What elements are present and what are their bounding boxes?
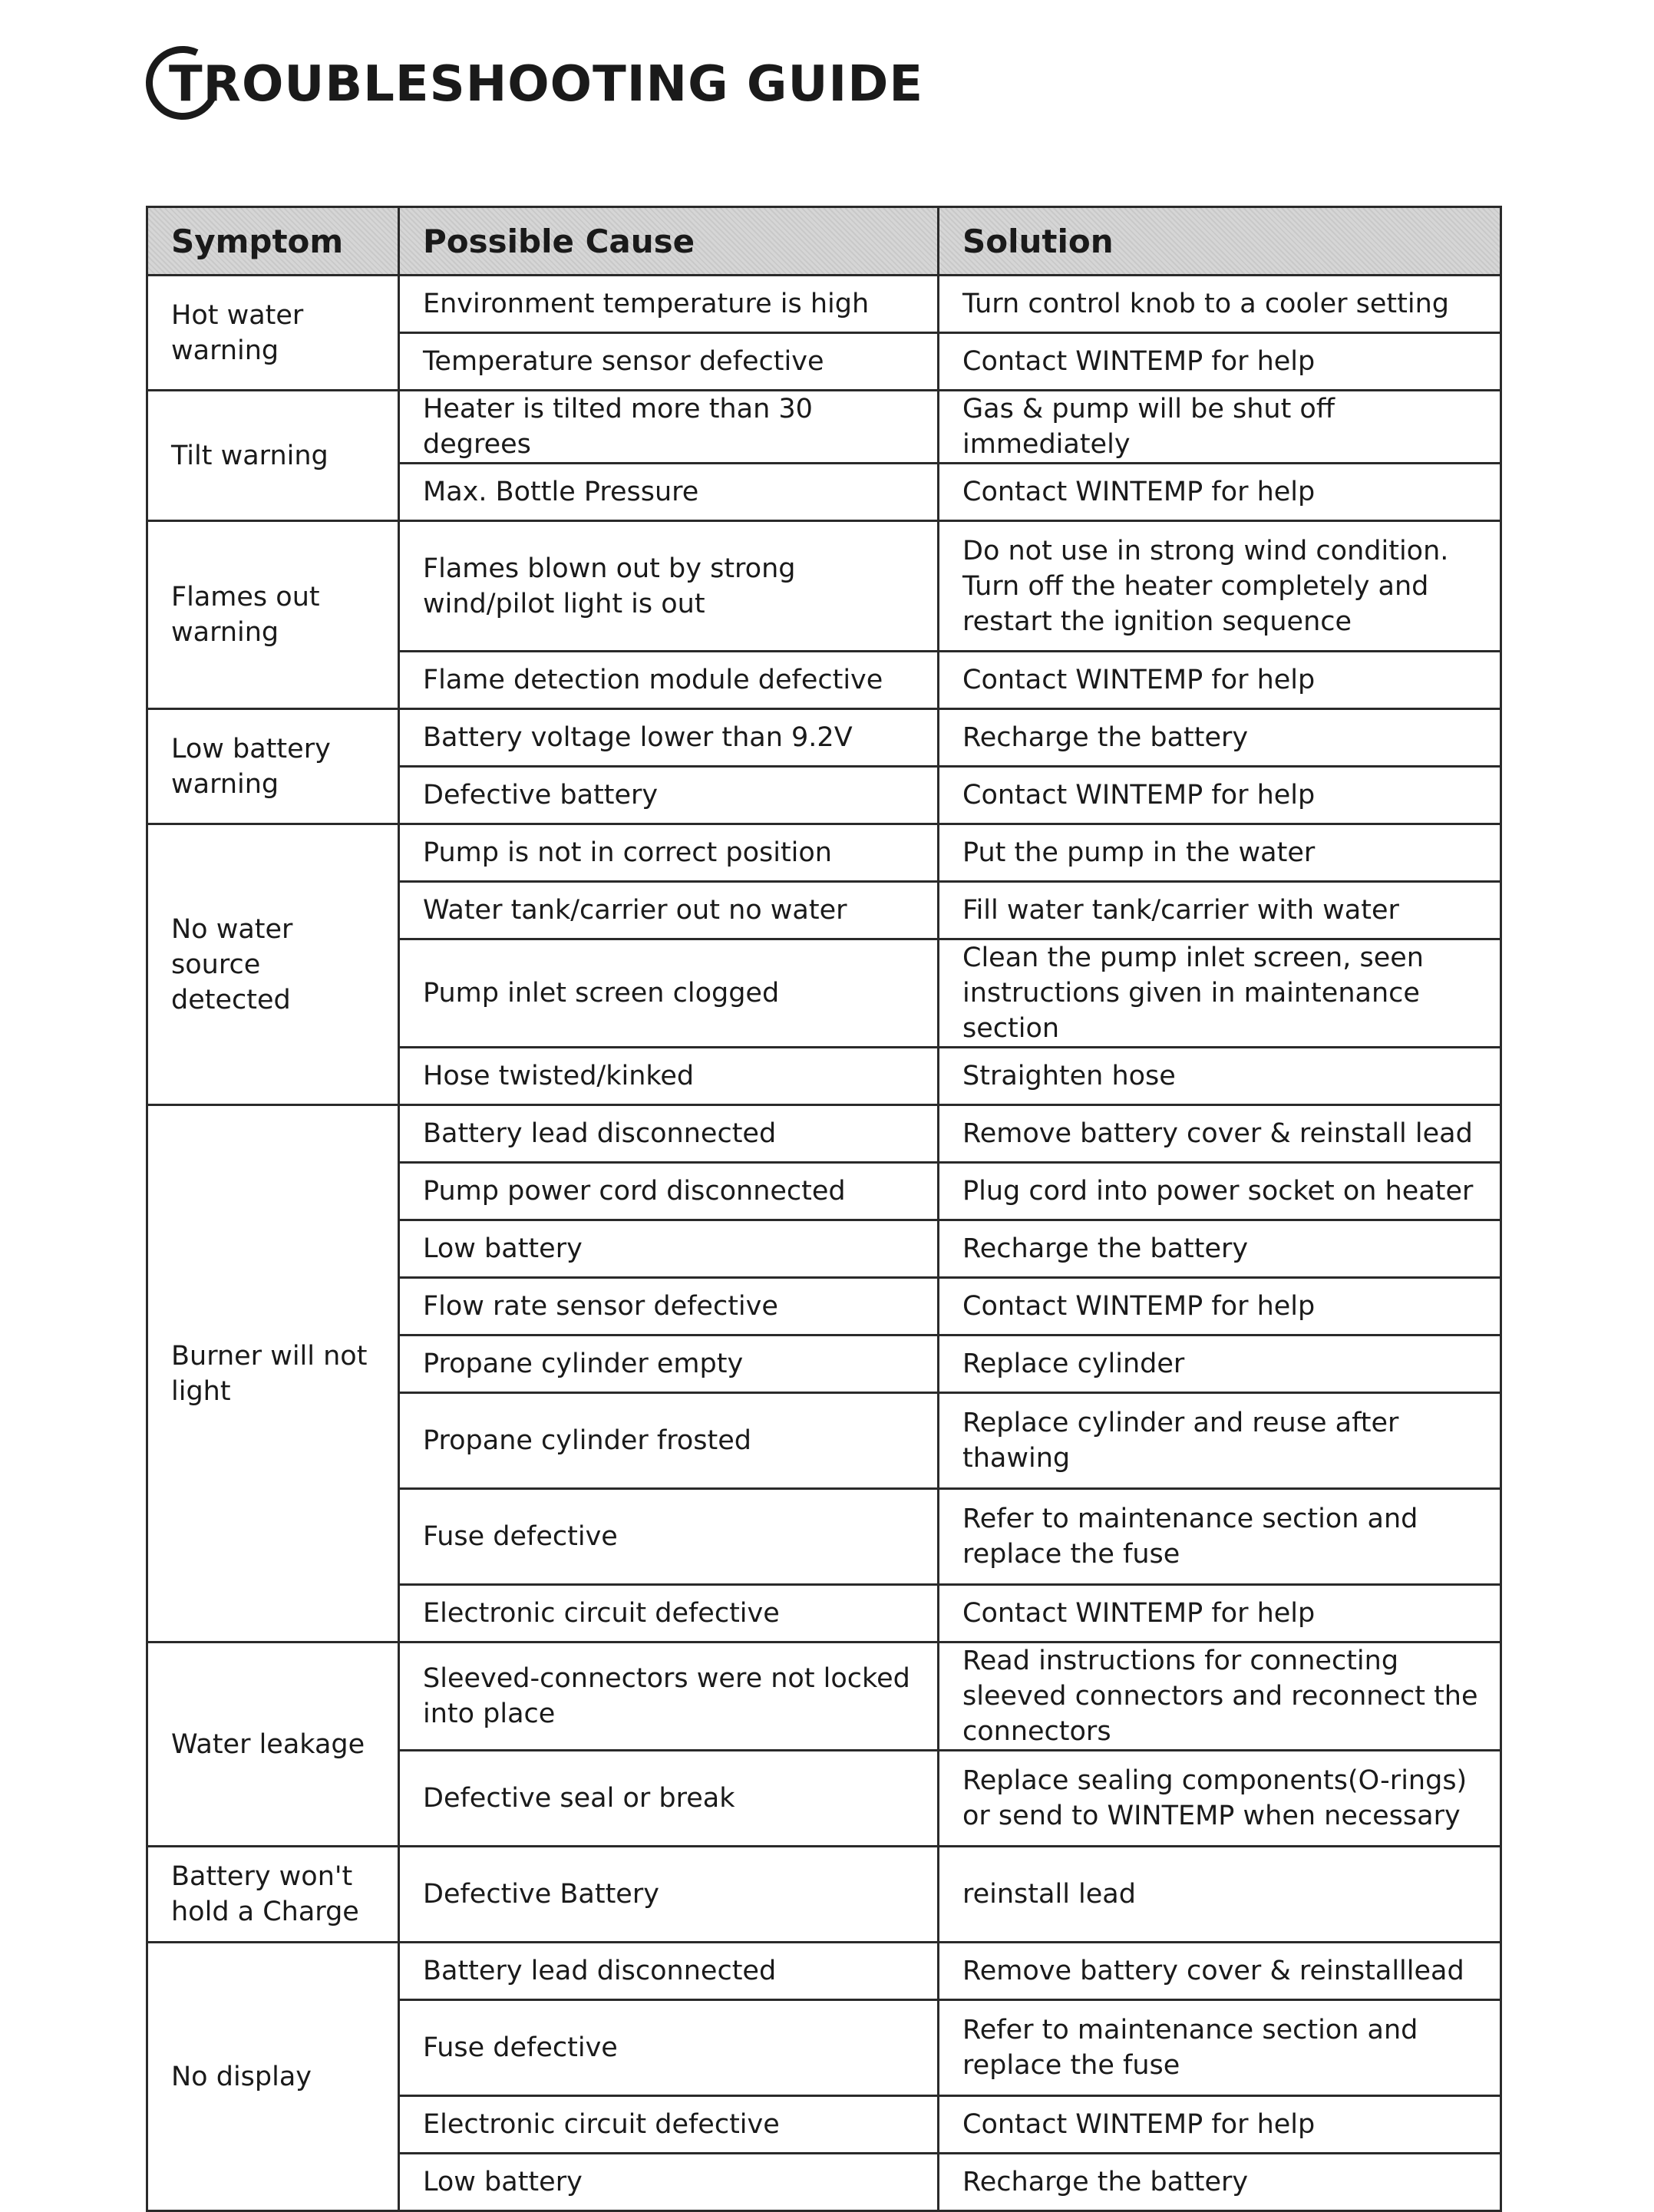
solution-cell: Replace cylinder <box>939 1335 1501 1393</box>
solution-cell: Contact WINTEMP for help <box>939 1278 1501 1335</box>
solution-cell: Clean the pump inlet screen, seen instructions given in maintenance section <box>939 939 1501 1048</box>
cause-cell: Defective Battery <box>399 1847 939 1943</box>
symptom-cell: Tilt warning <box>147 391 399 521</box>
solution-cell: Gas & pump will be shut off immediately <box>939 391 1501 464</box>
table-row <box>147 1943 1501 2000</box>
solution-cell: Read instructions for connecting sleeved connectors and reconnect the connectors <box>939 1642 1501 1751</box>
solution-cell: Contact WINTEMP for help <box>939 464 1501 521</box>
troubleshooting-table <box>146 206 1502 2212</box>
cause-cell: Heater is tilted more than 30 degrees <box>399 391 939 464</box>
header-possible-cause: Possible Cause <box>399 207 939 276</box>
solution-cell: Contact WINTEMP for help <box>939 652 1501 709</box>
header-row <box>147 207 1501 276</box>
table-row <box>147 1847 1501 1943</box>
cause-cell: Fuse defective <box>399 1489 939 1585</box>
cause-cell: Max. Bottle Pressure <box>399 464 939 521</box>
header-symptom: Symptom <box>147 207 399 276</box>
solution-cell: Remove battery cover & reinstalllead <box>939 1943 1501 2000</box>
table-row <box>147 824 1501 882</box>
cause-cell: Propane cylinder empty <box>399 1335 939 1393</box>
solution-cell: Recharge the battery <box>939 1220 1501 1278</box>
cause-cell: Hose twisted/kinked <box>399 1048 939 1105</box>
table-row <box>147 391 1501 464</box>
symptom-cell: Battery won't hold a Charge <box>147 1847 399 1943</box>
symptom-cell: Water leakage <box>147 1642 399 1847</box>
cause-cell: Pump inlet screen clogged <box>399 939 939 1048</box>
symptom-cell: Hot water warning <box>147 276 399 391</box>
cause-cell: Flow rate sensor defective <box>399 1278 939 1335</box>
cause-cell: Battery lead disconnected <box>399 1105 939 1163</box>
table-row <box>147 1105 1501 1163</box>
cause-cell: Propane cylinder frosted <box>399 1393 939 1489</box>
cause-cell: Low battery <box>399 1220 939 1278</box>
solution-cell: Fill water tank/carrier with water <box>939 882 1501 939</box>
cause-cell: Flame detection module defective <box>399 652 939 709</box>
solution-cell: Turn control knob to a cooler setting <box>939 276 1501 333</box>
symptom-cell: Flames out warning <box>147 521 399 709</box>
solution-cell: Contact WINTEMP for help <box>939 1585 1501 1642</box>
cause-cell: Defective battery <box>399 767 939 824</box>
cause-cell: Pump is not in correct position <box>399 824 939 882</box>
cause-cell: Low battery <box>399 2154 939 2211</box>
solution-cell: Recharge the battery <box>939 709 1501 767</box>
cause-cell: Temperature sensor defective <box>399 333 939 391</box>
cause-cell: Defective seal or break <box>399 1751 939 1847</box>
solution-cell: Straighten hose <box>939 1048 1501 1105</box>
page-header <box>146 46 1144 130</box>
solution-cell: Do not use in strong wind condition. Turn off the heater completely and restart the ignition sequence <box>939 521 1501 652</box>
solution-cell: Contact WINTEMP for help <box>939 2096 1501 2154</box>
cause-cell: Sleeved-connectors were not locked into place <box>399 1642 939 1751</box>
solution-cell: Contact WINTEMP for help <box>939 767 1501 824</box>
solution-cell: Replace sealing components(O-rings) or send to WINTEMP when necessary <box>939 1751 1501 1847</box>
solution-cell: Replace cylinder and reuse after thawing <box>939 1393 1501 1489</box>
solution-cell: Recharge the battery <box>939 2154 1501 2211</box>
cause-cell: Pump power cord disconnected <box>399 1163 939 1220</box>
table-body <box>147 276 1501 2211</box>
solution-cell: Refer to maintenance section and replace the fuse <box>939 2000 1501 2096</box>
symptom-cell: Burner will not light <box>147 1105 399 1642</box>
cause-cell: Electronic circuit defective <box>399 2096 939 2154</box>
solution-cell: Refer to maintenance section and replace the fuse <box>939 1489 1501 1585</box>
table-row <box>147 1642 1501 1751</box>
header-solution: Solution <box>939 207 1501 276</box>
cause-cell: Fuse defective <box>399 2000 939 2096</box>
solution-cell: Plug cord into power socket on heater <box>939 1163 1501 1220</box>
cause-cell: Battery voltage lower than 9.2V <box>399 709 939 767</box>
solution-cell: Put the pump in the water <box>939 824 1501 882</box>
page-title: TROUBLESHOOTING GUIDE <box>169 56 924 113</box>
table-row <box>147 521 1501 652</box>
table-row <box>147 709 1501 767</box>
symptom-cell: No water source detected <box>147 824 399 1105</box>
symptom-cell: Low battery warning <box>147 709 399 824</box>
solution-cell: Remove battery cover & reinstall lead <box>939 1105 1501 1163</box>
table-row <box>147 276 1501 333</box>
cause-cell: Flames blown out by strong wind/pilot light is out <box>399 521 939 652</box>
cause-cell: Electronic circuit defective <box>399 1585 939 1642</box>
table-header <box>147 207 1501 276</box>
solution-cell: Contact WINTEMP for help <box>939 333 1501 391</box>
cause-cell: Environment temperature is high <box>399 276 939 333</box>
cause-cell: Battery lead disconnected <box>399 1943 939 2000</box>
solution-cell: reinstall lead <box>939 1847 1501 1943</box>
cause-cell: Water tank/carrier out no water <box>399 882 939 939</box>
symptom-cell: No display <box>147 1943 399 2211</box>
